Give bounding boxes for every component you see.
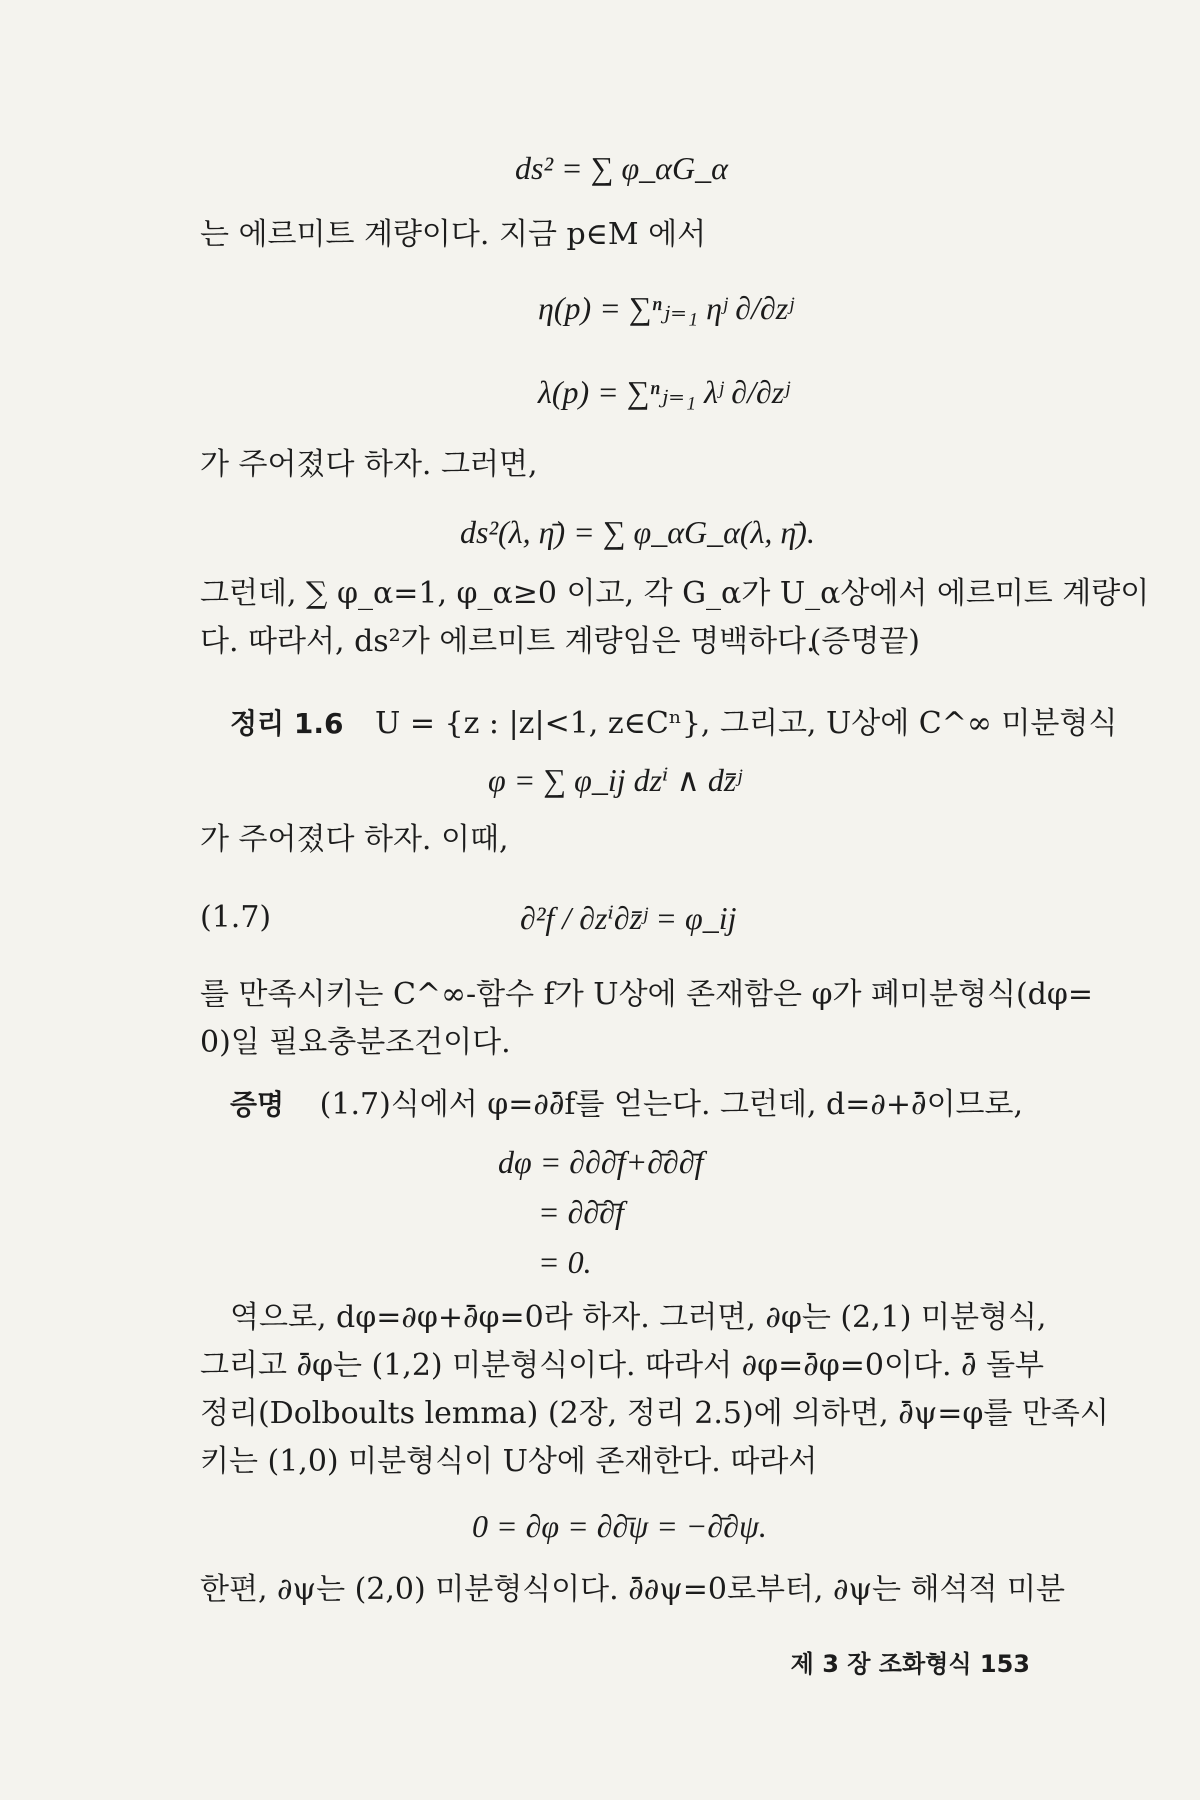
- text-line: 0)일 필요충분조건이다.: [200, 1025, 511, 1060]
- text-line: 한편, ∂ψ는 (2,0) 미분형식이다. ∂̄∂ψ=0로부터, ∂ψ는 해석적 미분: [200, 1572, 1065, 1607]
- text-line: 가 주어졌다 하자. 그러면,: [200, 447, 538, 482]
- theorem-text: U = {z : |z|<1, z∈Cⁿ}, 그리고, U상에 C^∞ 미분형식: [375, 706, 1118, 741]
- text-line: 가 주어졌다 하자. 이때,: [200, 822, 509, 857]
- proof-label: 증명: [230, 1088, 285, 1121]
- equation-number: (1.7): [200, 900, 272, 935]
- theorem-statement: [230, 704, 1118, 744]
- text-line-body: 다. 따라서, ds²가 에르미트 계량임은 명백하다.: [200, 624, 816, 659]
- equation-zero: 0 = ∂φ = ∂∂̄ψ = −∂̄∂ψ.: [472, 1508, 767, 1544]
- equation-metric: ds² = ∑ φ_αG_α: [515, 150, 728, 186]
- proof-text: (1.7)식에서 φ=∂∂̄f를 얻는다. 그런데, d=∂+∂̄이므로,: [319, 1087, 1024, 1122]
- equation-dphi-2: = ∂∂̄∂̄f: [538, 1194, 624, 1230]
- text-line: 정리(Dolboults lemma) (2장, 정리 2.5)에 의하면, ∂̄ψ=φ를 만족시: [200, 1396, 1109, 1431]
- equation-1-7: ∂²f / ∂zⁱ∂z̄ʲ = φ_ij: [520, 900, 737, 936]
- text-line: 그리고 ∂̄φ는 (1,2) 미분형식이다. 따라서 ∂φ=∂̄φ=0이다. ∂̄ 돌부: [200, 1348, 1045, 1383]
- equation-eta: η(p) = ∑ⁿⱼ₌₁ ηʲ ∂/∂zʲ: [538, 290, 794, 326]
- text-line: 키는 (1,0) 미분형식이 U상에 존재한다. 따라서: [200, 1444, 818, 1479]
- text-line: 는 에르미트 계량이다. 지금 p∈M 에서: [200, 217, 707, 252]
- running-footer: 제 3 장 조화형식 153: [790, 1650, 1030, 1678]
- theorem-label: 정리 1.6: [230, 707, 344, 740]
- text-line: 그런데, ∑ φ_α=1, φ_α≥0 이고, 각 G_α가 U_α상에서 에르미트 계량이: [200, 576, 1150, 611]
- proof-start: [230, 1085, 1090, 1125]
- equation-metric-evaluated: ds²(λ, η̄) = ∑ φ_αG_α(λ, η̄).: [460, 514, 815, 550]
- proof-end-mark: (증명끝): [809, 624, 920, 659]
- equation-dphi-3: = 0.: [538, 1244, 592, 1280]
- text-line: 를 만족시키는 C^∞-함수 f가 U상에 존재함은 φ가 폐미분형식(dφ=: [200, 977, 1093, 1012]
- text-line: 역으로, dφ=∂φ+∂̄φ=0라 하자. 그러면, ∂φ는 (2,1) 미분형식,: [230, 1300, 1047, 1335]
- equation-lambda: λ(p) = ∑ⁿⱼ₌₁ λʲ ∂/∂zʲ: [538, 374, 790, 410]
- text-line: [200, 622, 1060, 662]
- equation-phi: φ = ∑ φ_ij dzⁱ ∧ dz̄ʲ: [488, 762, 742, 798]
- equation-dphi-1: dφ = ∂∂∂̄f+∂̄∂∂̄f: [498, 1144, 704, 1180]
